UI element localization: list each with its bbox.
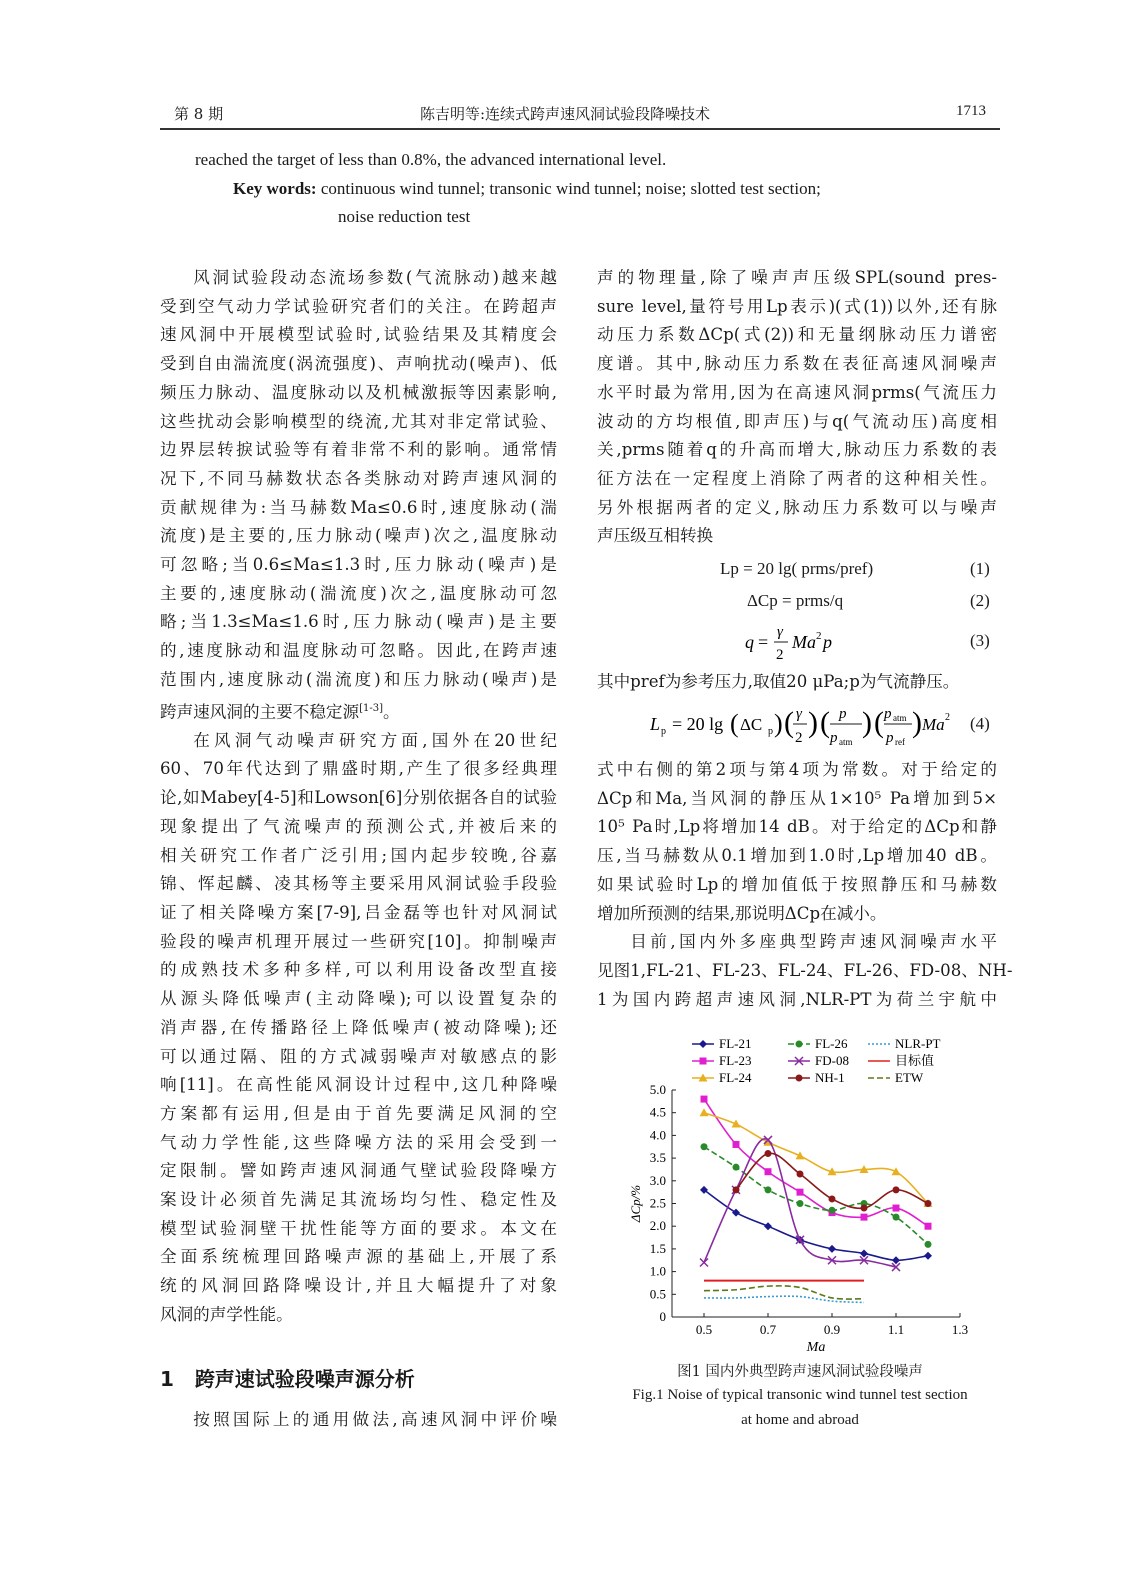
text-line: 这些扰动会影响模型的绕流,尤其对非定常试验、 — [160, 411, 557, 431]
data-point — [925, 1241, 932, 1248]
legend-item — [692, 1036, 752, 1051]
series-line — [704, 1190, 928, 1260]
svg-text:2: 2 — [945, 712, 950, 723]
figure-1-chart — [620, 1032, 980, 1362]
data-point — [797, 1189, 804, 1196]
text-line: 消声器,在传播路径上降低噪声(被动降噪);还 — [160, 1017, 557, 1037]
data-point — [733, 1186, 740, 1193]
text-line: 按照国际上的通用做法,高速风洞中评价噪 — [193, 1410, 557, 1429]
text-line: 验段的噪声机理开展过一些研究[10]。抑制噪声 — [160, 931, 557, 951]
svg-text:(: ( — [784, 706, 794, 739]
text-line: 的,速度脉动和温度脉动可忽略。因此,在跨声速 — [160, 641, 557, 661]
svg-text:): ) — [862, 706, 872, 739]
text-line: 另外根据两者的定义,脉动压力系数可以与噪声 — [597, 497, 997, 517]
text-line: 范围内,速度脉动(湍流度)和压力脉动(噪声)是 — [160, 669, 557, 689]
legend-item — [868, 1036, 941, 1051]
svg-text:ΔC: ΔC — [740, 715, 763, 734]
equation-3-formula — [745, 622, 875, 668]
journal-issue: 第 8 期 — [174, 105, 224, 123]
text-line: 全面系统梳理回路噪声源的基础上,开展了系 — [160, 1247, 557, 1267]
data-point — [797, 1200, 804, 1207]
text-line: 况下,不同马赫数状态各类脉动对跨声速风洞的 — [160, 468, 557, 488]
text-line: 受到自由湍流度(涡流强度)、声响扰动(噪声)、低 — [160, 354, 557, 374]
text-line: 从源头降低噪声(主动降噪);可以设置复杂的 — [160, 989, 557, 1009]
text-line: 响[11]。在高性能风洞设计过程中,这几种降噪 — [160, 1075, 557, 1095]
y-axis-label: ΔCp/% — [628, 1184, 643, 1223]
legend-item — [868, 1053, 934, 1068]
text-line: 现象提出了气流噪声的预测公式,并被后来的 — [160, 816, 557, 836]
svg-text:2: 2 — [776, 647, 784, 663]
data-point — [796, 1041, 803, 1048]
data-point — [700, 1259, 708, 1267]
y-tick-label: 5.0 — [649, 1082, 666, 1097]
svg-text:p: p — [886, 730, 894, 746]
text-line: 受到空气动力学试验研究者们的关注。在跨超声 — [160, 296, 557, 316]
page-number: 1713 — [956, 103, 986, 119]
data-point — [796, 1151, 805, 1159]
data-point — [797, 1170, 804, 1177]
data-point — [861, 1205, 868, 1212]
paragraph-r3-lines — [597, 756, 997, 900]
y-tick-label: 2.5 — [649, 1195, 666, 1211]
data-point — [925, 1223, 932, 1230]
text-line: 目前,国内外多座典型跨声速风洞噪声水平 — [630, 932, 997, 952]
paragraph-r3 — [597, 756, 1013, 1014]
data-point — [700, 1108, 709, 1116]
data-point — [765, 1168, 772, 1175]
text-line: 统的风洞回路降噪设计,并且大幅提升了对象 — [160, 1276, 557, 1296]
section-heading — [160, 1363, 415, 1392]
text-line: 声的物理量,除了噪声声压级SPL(sound pres- — [597, 268, 997, 287]
legend-label: FD-08 — [815, 1053, 849, 1068]
equation-3-number: (3) — [970, 631, 990, 650]
svg-text:p: p — [661, 726, 666, 737]
svg-text:p: p — [839, 706, 847, 722]
text-line: 气动力学性能,这些降噪方法的采用会受到一 — [160, 1132, 557, 1152]
text-line: 证了相关降噪方案[7-9],吕金磊等也针对风洞试 — [160, 903, 557, 922]
equation-4 — [650, 700, 950, 757]
legend-item — [788, 1053, 849, 1068]
data-point — [733, 1164, 740, 1171]
data-point — [829, 1195, 836, 1202]
figure-caption-en-2: at home and abroad — [741, 1412, 859, 1428]
data-point — [828, 1245, 836, 1253]
paragraph-r1-last: 声压级互相转换 — [597, 526, 714, 546]
paragraph-1-last — [160, 695, 557, 727]
legend — [692, 1036, 941, 1085]
svg-text:q: q — [745, 632, 754, 652]
text-line: 方案都有运用,但是由于首先要满足风洞的空 — [160, 1103, 557, 1123]
right-column — [597, 264, 997, 551]
text-line: 1为国内跨超声速风洞,NLR-PT为荷兰宇航中 — [597, 989, 997, 1009]
svg-text:atm: atm — [893, 713, 907, 723]
svg-text:p: p — [823, 632, 832, 652]
text-line: 边界层转捩试验等有着非常不利的影响。通常情 — [160, 440, 557, 460]
paragraph-r1 — [597, 264, 997, 522]
data-point — [732, 1209, 740, 1217]
text-line: 如果试验时Lp的增加值低于按照静压和马赫数 — [597, 874, 997, 894]
figure-caption-cn: 图1 国内外典型跨声速风洞试验段噪声 — [677, 1364, 923, 1380]
legend-item — [788, 1036, 848, 1051]
paragraph-1 — [160, 264, 557, 695]
x-tick-label: 1.1 — [887, 1322, 905, 1337]
text-line: 水平时最为常用,因为在高速风洞prms(气流压力 — [597, 382, 997, 402]
text-line: 可以通过隔、阻的方式减弱噪声对敏感点的影 — [160, 1046, 557, 1066]
section-title: 跨声速试验段噪声源分析 — [194, 1367, 415, 1391]
text-line: 可忽略;当0.6≤Ma≤1.3时,压力脉动(噪声)是 — [160, 555, 557, 575]
svg-text:Ma: Ma — [922, 715, 945, 734]
text-line: 案设计必须首先满足其流场均匀性、稳定性及 — [160, 1190, 557, 1210]
svg-text:2: 2 — [816, 630, 822, 642]
paragraph-r2 — [597, 668, 997, 697]
svg-text:= 20 lg: = 20 lg — [672, 714, 724, 734]
svg-text:p: p — [830, 730, 838, 746]
text-line: 见图1,FL-21、FL-23、FL-24、FL-26、FD-08、NH- — [597, 960, 1013, 980]
equation-1-number: (1) — [970, 559, 990, 578]
running-title: 陈吉明等:连续式跨声速风洞试验段降噪技术 — [420, 105, 711, 123]
keywords-line2: noise reduction test — [338, 207, 471, 226]
data-point — [860, 1249, 868, 1257]
svg-text:γ: γ — [777, 624, 783, 640]
equation-2-number: (2) — [970, 591, 990, 610]
paragraph-3 — [160, 1406, 557, 1435]
text-line: 的成熟技术多种多样,可以利用设备改型直接 — [160, 960, 557, 980]
x-axis-label: Ma — [806, 1340, 826, 1355]
data-point — [892, 1256, 900, 1264]
series-etw — [704, 1286, 864, 1299]
data-point — [733, 1141, 740, 1148]
text-line: 关,prms随着q的升高而增大,脉动压力系数的表 — [597, 440, 997, 460]
series-nh-1 — [733, 1150, 932, 1211]
figure-caption-en-1: Fig.1 Noise of typical transonic wind tunnel test section — [632, 1387, 968, 1403]
legend-label: FL-26 — [815, 1036, 848, 1051]
paragraph-r3-last: 增加所预测的结果,那说明ΔCp在减小。 — [597, 903, 887, 923]
data-point — [892, 1167, 901, 1175]
header-rule — [160, 128, 1000, 130]
data-point — [893, 1186, 900, 1193]
legend-label: NLR-PT — [895, 1036, 941, 1051]
text-line: 风洞试验段动态流场参数(气流脉动)越来越 — [193, 268, 557, 287]
legend-label: FL-21 — [719, 1036, 752, 1051]
paragraph-2-last: 风洞的声学性能。 — [160, 1304, 293, 1324]
text-line: 60、70年代达到了鼎盛时期,产生了很多经典理 — [160, 759, 557, 779]
keywords-label: Key words: — [233, 179, 317, 198]
legend-label: 目标值 — [895, 1053, 935, 1068]
text-line: 定限制。譬如跨声速风洞通气壁试验段降噪方 — [160, 1161, 557, 1181]
text-line: 征方法在一定程度上消除了两者的这种相关性。 — [597, 468, 997, 488]
svg-text:): ) — [912, 706, 922, 739]
y-tick-label: 0 — [659, 1309, 666, 1324]
data-point — [701, 1143, 708, 1150]
text-line: sure level,量符号用Lp表示)(式(1))以外,还有脉 — [597, 296, 997, 316]
data-point — [925, 1200, 932, 1207]
equation-2: ΔCp = prms/q — [747, 591, 844, 610]
equation-4-number: (4) — [970, 714, 990, 733]
text: 跨声速风洞的主要不稳定源 — [160, 702, 360, 722]
keywords — [233, 179, 821, 199]
x-tick-label: 0.7 — [759, 1322, 777, 1337]
text-line: 在风洞气动噪声研究方面,国外在20世纪 — [193, 730, 557, 750]
text-line: 锦、恽起麟、凌其杨等主要采用风洞试验手段验 — [160, 874, 557, 894]
x-tick-label: 0.5 — [695, 1322, 713, 1337]
svg-text:): ) — [808, 706, 818, 739]
text-line: 主要的,速度脉动(湍流度)次之,温度脉动可忽 — [160, 583, 557, 603]
svg-text:=: = — [758, 632, 769, 652]
svg-text:p: p — [884, 706, 892, 722]
text-line: 压,当马赫数从0.1增加到1.0时,Lp增加40 dB。 — [597, 846, 997, 866]
series-line — [704, 1286, 864, 1299]
svg-text:ref: ref — [895, 737, 905, 747]
legend-label: NH-1 — [815, 1070, 845, 1085]
legend-item — [692, 1053, 752, 1068]
legend-label: ETW — [895, 1070, 924, 1085]
y-tick-label: 1.5 — [649, 1240, 666, 1256]
text-line: 流度)是主要的,压力脉动(噪声)次之,温度脉动 — [160, 526, 557, 546]
data-point — [700, 1058, 707, 1065]
equation-3 — [745, 622, 875, 673]
data-point — [701, 1096, 708, 1103]
data-point — [861, 1214, 868, 1221]
text-line: 频压力脉动、温度脉动以及机械激振等因素影响, — [160, 382, 557, 402]
text-line: 动压力系数ΔCp(式(2))和无量纲脉动压力谱密 — [597, 325, 997, 345]
text: 。 — [383, 702, 400, 722]
x-tick-label: 0.9 — [823, 1322, 841, 1337]
data-point — [765, 1186, 772, 1193]
abstract-tail: reached the target of less than 0.8%, the advanced international level. — [195, 150, 667, 169]
text-line: 波动的方均根值,即声压)与q(气流动压)高度相 — [597, 411, 997, 431]
svg-text:): ) — [774, 709, 783, 738]
text-line: 度谱。其中,脉动压力系数在表征高速风洞噪声 — [597, 354, 997, 374]
data-point — [764, 1222, 772, 1230]
y-tick-label: 3.5 — [649, 1150, 666, 1166]
x-tick-label: 1.3 — [951, 1322, 969, 1337]
data-point — [829, 1207, 836, 1214]
text-line: ΔCp和Ma,当风洞的静压从1×10⁵ Pa增加到5× — [597, 788, 997, 808]
svg-text:γ: γ — [796, 706, 802, 722]
series-fl-26 — [701, 1143, 932, 1248]
legend-item — [692, 1070, 752, 1085]
left-column — [160, 264, 557, 1330]
svg-text:2: 2 — [795, 730, 803, 746]
text-line: 略;当1.3≤Ma≤1.6时,压力脉动(噪声)是主要 — [160, 612, 557, 632]
paragraph-2 — [160, 727, 557, 1301]
citation: [1-3] — [359, 702, 384, 714]
y-tick-label: 1.0 — [649, 1263, 666, 1279]
y-tick-label: 4.5 — [649, 1104, 666, 1120]
svg-text:(: ( — [820, 706, 830, 739]
text-line: 10⁵ Pa时,Lp将增加14 dB。对于给定的ΔCp和静 — [597, 817, 997, 837]
text-line: 速风洞中开展模型试验时,试验结果及其精度会 — [160, 325, 557, 345]
data-point — [699, 1040, 707, 1048]
text-line: 贡献规律为:当马赫数Ma≤0.6时,速度脉动(湍 — [160, 497, 557, 517]
text-line: 论,如Mabey[4-5]和Lowson[6]分别依据各自的试验 — [160, 788, 557, 808]
data-point — [893, 1205, 900, 1212]
data-point — [893, 1214, 900, 1221]
svg-text:L: L — [650, 714, 661, 734]
data-point — [796, 1075, 803, 1082]
section-number: 1 — [160, 1367, 174, 1391]
legend-label: FL-23 — [719, 1053, 752, 1068]
paragraph-r4 — [597, 928, 1013, 1014]
data-point — [924, 1252, 932, 1260]
legend-item — [868, 1070, 924, 1085]
text-line: 式中右侧的第2项与第4项为常数。对于给定的 — [597, 760, 997, 779]
svg-text:p: p — [768, 726, 773, 737]
text-line: 其中pref为参考压力,取值20 μPa;p为气流静压。 — [597, 672, 960, 691]
text-line: 模型试验洞壁干扰性能等方面的要求。本文在 — [160, 1218, 557, 1238]
series-fl-21 — [700, 1186, 932, 1264]
svg-text:(: ( — [730, 709, 739, 738]
svg-text:atm: atm — [839, 737, 853, 747]
y-tick-label: 3.0 — [649, 1172, 666, 1188]
legend-item — [788, 1070, 845, 1085]
series-line — [704, 1147, 928, 1245]
equation-1: Lp = 20 lg( prms/pref) — [720, 559, 874, 578]
svg-text:(: ( — [874, 706, 884, 739]
y-tick-label: 2.0 — [649, 1218, 666, 1234]
data-point — [732, 1120, 741, 1128]
keywords-line1: continuous wind tunnel; transonic wind tunnel; noise; slotted test section; — [320, 179, 821, 198]
data-point — [765, 1150, 772, 1157]
svg-text:Ma: Ma — [792, 632, 816, 652]
legend-label: FL-24 — [719, 1070, 752, 1085]
y-tick-label: 4.0 — [649, 1127, 666, 1143]
equation-4-formula — [650, 700, 950, 752]
text-line: 相关研究工作者广泛引用;国内起步较晚,谷嘉 — [160, 845, 557, 865]
y-tick-label: 0.5 — [649, 1286, 666, 1302]
